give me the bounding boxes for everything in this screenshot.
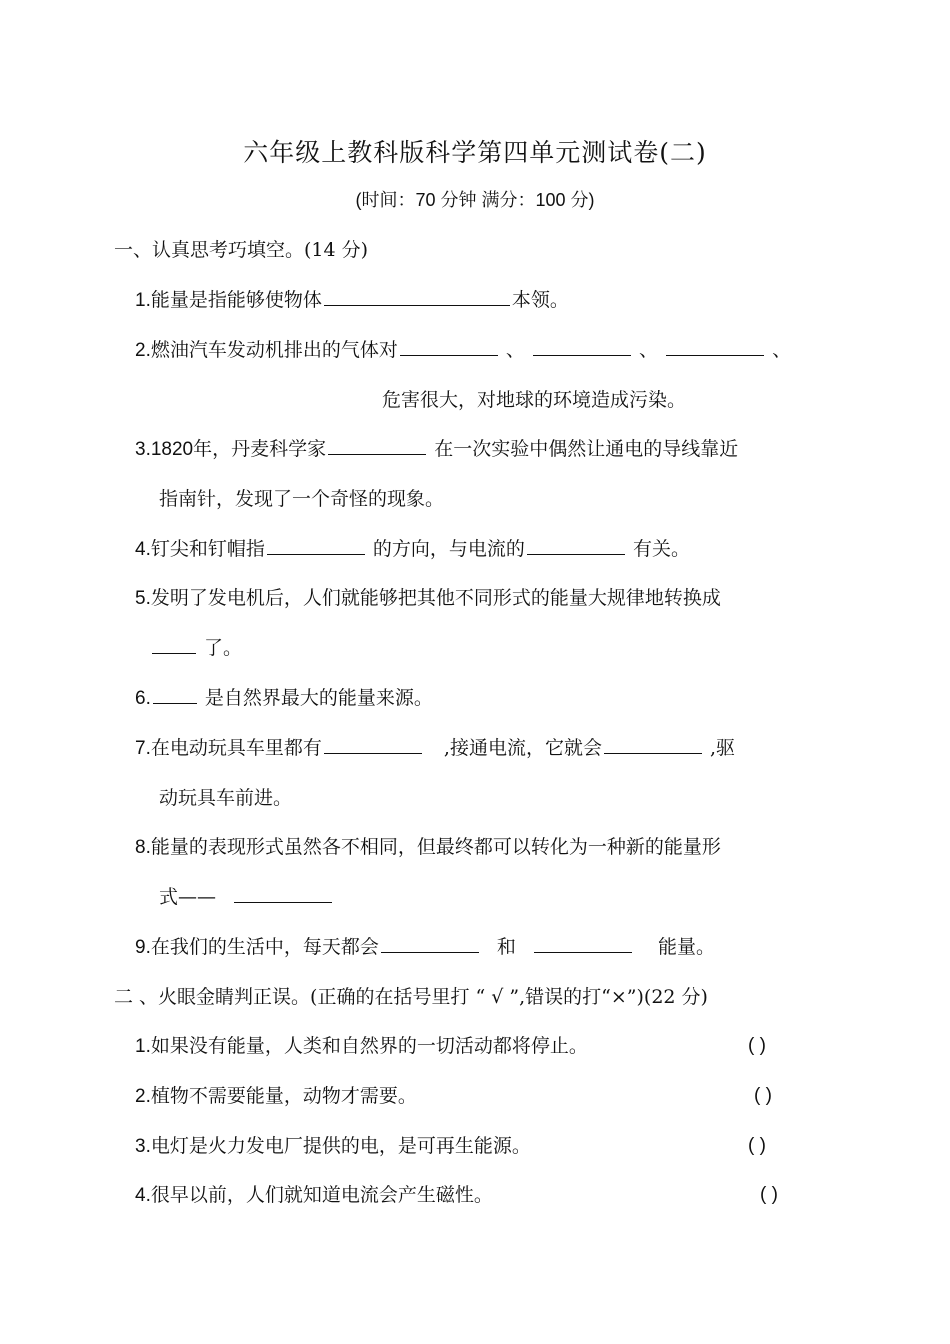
- section-2-heading: 二 、火眼金睛判正误。(正确的在括号里打 “ √ ”,错误的打“×”)(22 分): [114, 986, 708, 1008]
- question-1-7: [135, 733, 735, 764]
- judge-item-1: [135, 1031, 588, 1062]
- question-text: 本领。: [511, 289, 569, 311]
- answer-blank[interactable]: [328, 434, 426, 455]
- question-1-3: [135, 434, 738, 465]
- answer-parentheses[interactable]: ( ): [748, 1135, 766, 1156]
- question-text: 的方向，与电流的: [372, 538, 525, 560]
- answer-blank[interactable]: [527, 534, 625, 555]
- answer-blank[interactable]: [534, 932, 632, 953]
- question-text: 式——: [159, 886, 217, 908]
- answer-blank[interactable]: [267, 534, 365, 555]
- question-text: 在一次实验中偶然让通电的导线靠近: [434, 438, 739, 460]
- question-1-2-line2: 危害很大，对地球的环境造成污染。: [382, 389, 687, 411]
- exam-time-score: (时间：70 分钟 满分：100 分): [355, 190, 595, 210]
- question-text: 和: [496, 936, 516, 958]
- question-number: 4.: [135, 539, 151, 560]
- section-1-heading: 一、认真思考巧填空。(14 分): [114, 239, 369, 261]
- question-1-8-line2: [159, 882, 334, 912]
- question-text: 是自然界最大的能量来源。: [204, 687, 433, 709]
- question-number: 4.: [135, 1185, 151, 1206]
- answer-parentheses[interactable]: ( ): [760, 1184, 778, 1205]
- judge-item-2: [135, 1081, 417, 1112]
- answer-blank[interactable]: [324, 285, 510, 306]
- answer-blank[interactable]: [381, 932, 479, 953]
- judge-item-4: [135, 1180, 493, 1211]
- question-text: 很早以前，人们就知道电流会产生磁性。: [150, 1184, 493, 1206]
- answer-blank[interactable]: [324, 733, 422, 754]
- question-text: 植物不需要能量，动物才需要。: [150, 1085, 417, 1107]
- question-1-8: [135, 832, 721, 863]
- question-text: 发明了发电机后，人们就能够把其他不同形式的能量大规律地转换成: [150, 587, 721, 609]
- judge-item-3: [135, 1131, 531, 1162]
- question-text: 能量的表现形式虽然各不相同，但最终都可以转化为一种新的能量形: [150, 836, 721, 858]
- question-number: 1.: [135, 1036, 151, 1057]
- question-1-5-line2: [150, 633, 242, 663]
- separator: 、: [505, 339, 525, 361]
- question-number: 2.: [135, 1086, 151, 1107]
- question-text: 燃油汽车发动机排出的气体对: [150, 339, 398, 361]
- answer-blank[interactable]: [234, 882, 332, 903]
- question-text: 电灯是火力发电厂提供的电，是可再生能源。: [150, 1135, 531, 1157]
- question-text: 钉尖和钉帽指: [150, 538, 265, 560]
- question-1-1: [135, 285, 569, 316]
- separator: 、: [772, 339, 792, 361]
- answer-parentheses[interactable]: ( ): [754, 1085, 772, 1106]
- question-text: ,驱: [710, 737, 736, 759]
- question-text: 在我们的生活中，每天都会: [150, 936, 379, 958]
- question-number: 6.: [135, 688, 151, 709]
- question-number: 5.: [135, 588, 151, 609]
- question-number: 2.: [135, 340, 151, 361]
- answer-blank[interactable]: [604, 733, 702, 754]
- question-text: 能量是指能够使物体: [150, 289, 322, 311]
- question-text: 能量。: [658, 936, 716, 958]
- question-text: 在电动玩具车里都有: [150, 737, 322, 759]
- question-number: 3.: [135, 1136, 151, 1157]
- question-text: 如果没有能量，人类和自然界的一切活动都将停止。: [150, 1035, 588, 1057]
- answer-blank[interactable]: [152, 633, 196, 654]
- separator: 、: [639, 339, 659, 361]
- question-1-6: [135, 683, 433, 714]
- answer-blank[interactable]: [533, 335, 631, 356]
- question-text: 年，丹麦科学家: [193, 438, 327, 460]
- question-1-2: [135, 335, 791, 366]
- question-number: 1.: [135, 290, 151, 311]
- question-number: 3.1820: [135, 439, 194, 460]
- question-1-7-line2: 动玩具车前进。: [159, 787, 293, 809]
- question-text: ,接通电流，它就会: [443, 737, 602, 759]
- question-text: 了。: [204, 637, 243, 659]
- question-number: 8.: [135, 837, 151, 858]
- question-number: 7.: [135, 738, 151, 759]
- answer-blank[interactable]: [153, 683, 197, 704]
- answer-blank[interactable]: [400, 335, 498, 356]
- page-title: 六年级上教科版科学第四单元测试卷(二): [243, 138, 707, 167]
- question-1-3-line2: 指南针，发现了一个奇怪的现象。: [159, 488, 445, 510]
- answer-parentheses[interactable]: ( ): [748, 1035, 766, 1056]
- question-1-4: [135, 534, 690, 565]
- question-1-9: [135, 932, 715, 963]
- answer-blank[interactable]: [666, 335, 764, 356]
- question-text: 有关。: [632, 538, 690, 560]
- question-1-5: [135, 583, 721, 614]
- question-number: 9.: [135, 937, 151, 958]
